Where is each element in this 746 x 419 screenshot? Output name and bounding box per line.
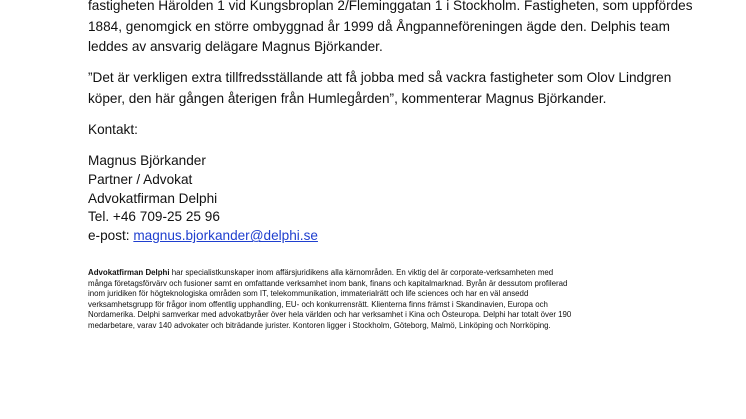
paragraph-1-line: 1884, genomgick en större ombyggnad år 1999 då Ångpanneföreningen ägde den. Delphis team [88,18,670,34]
boilerplate-line: inom juridiken för högteknologiska områden som IT, telekommunikation, immaterialrätt och life sciences och har en väl ansedd [88,289,529,299]
contact-firm: Advokatfirman Delphi [88,190,218,206]
contact-title: Partner / Advokat [88,171,193,187]
quote-line: köper, den här gången återigen från Humlegården”, kommenterar Magnus Björkander. [88,90,607,106]
company-boilerplate [88,268,663,332]
boilerplate-line: många företagsförvärv och fusioner samt en omfattande verksamhet inom bank, finans och kapitalmarknad. Byrån är dessutom profilerad [88,278,568,288]
quote-paragraph [88,68,688,109]
boilerplate-line: verksamhetsgrupp för frågor inom offentlig upphandling, EU- och konkurrensrätt. Klienterna finns främst i Skandinavien, Europa och [88,299,548,309]
email-prefix: e-post: [88,228,134,244]
contact-heading: Kontakt: [88,122,138,137]
body-paragraph-1 [88,0,693,58]
boilerplate-company: Advokatfirman Delphi [88,268,170,277]
paragraph-1-line: fastigheten Härolden 1 vid Kungsbroplan 2/Fleminggatan 1 i Stockholm. Fastigheten, som uppfördes [88,0,693,13]
paragraph-1-line: leddes av ansvarig delägare Magnus Björkander. [88,39,383,55]
contact-email-row [88,227,318,246]
boilerplate-line: Nordamerika. Delphi samverkar med advokatbyråer över hela världen och har verksamhet i Kina och Östeuropa. Delphi har totalt över 190 [88,310,572,320]
quote-line: ”Det är verkligen extra tillfredsställande att få jobba med så vackra fastigheter som Olov Lindgren [88,70,672,85]
contact-phone: Tel. +46 709-25 25 96 [88,209,220,225]
boilerplate-line: medarbetare, varav 140 advokater och biträdande jurister. Kontoren ligger i Stockholm, Göteborg, Malmö, Linköping och Norrköping. [88,320,551,330]
email-link[interactable]: magnus.bjorkander@delphi.se [133,228,318,244]
contact-block [88,152,318,246]
boilerplate-first-line: har specialistkunskaper inom affärsjuridikens alla kärnområden. En viktig del är corporate-verksamheten med [169,268,554,277]
boilerplate-line [88,268,663,279]
contact-name: Magnus Björkander [88,153,206,168]
